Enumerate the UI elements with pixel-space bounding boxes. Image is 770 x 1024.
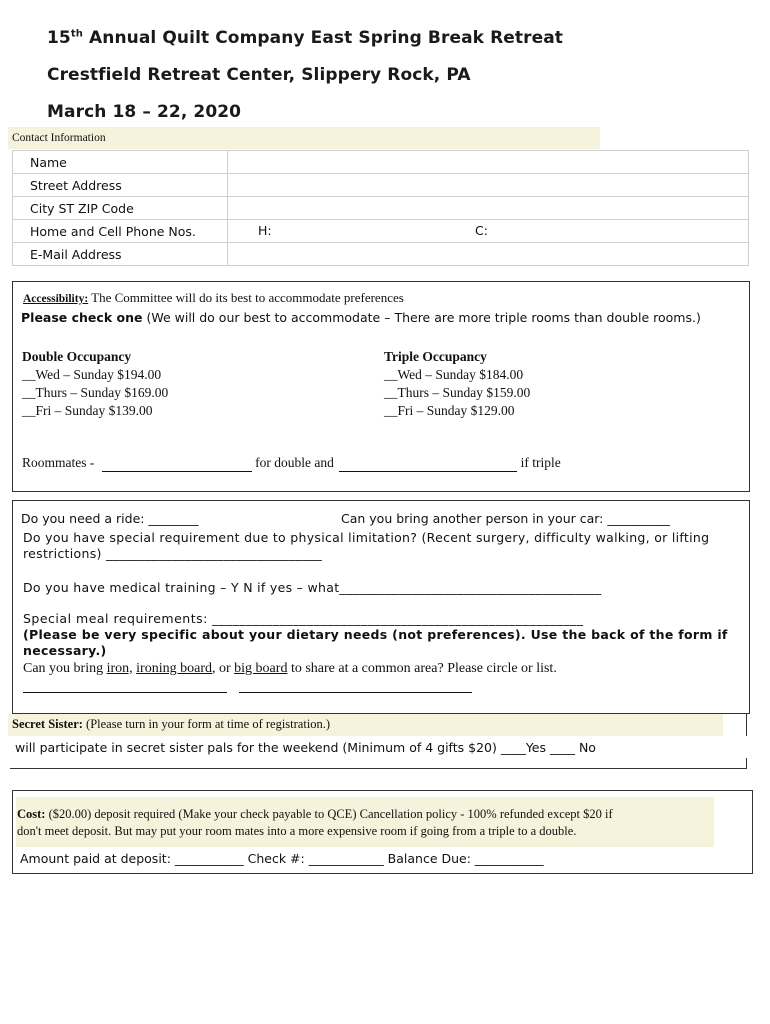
- double-option-fri[interactable]: __Fri – Sunday $139.00: [22, 403, 153, 418]
- triple-option-wed[interactable]: __Wed – Sunday $184.00: [384, 367, 524, 382]
- contact-section-label: Contact Information: [8, 127, 600, 149]
- bring-items-blank-1[interactable]: [23, 692, 227, 693]
- email-label: E-Mail Address: [13, 243, 228, 266]
- name-field[interactable]: [228, 151, 749, 174]
- dietary-note: (Please be very specific about your dietary needs (not preferences). Use the back of the form if necessary.): [23, 627, 728, 658]
- triple-occupancy-group: [384, 348, 530, 420]
- triple-heading: Triple Occupancy: [384, 349, 487, 364]
- needs-box: [12, 500, 750, 714]
- phone-field[interactable]: [228, 220, 749, 243]
- triple-option-thurs[interactable]: __Thurs – Sunday $159.00: [384, 385, 531, 400]
- email-field[interactable]: [228, 243, 749, 266]
- iron-option[interactable]: iron,: [106, 661, 133, 676]
- street-field[interactable]: [228, 174, 749, 197]
- ride-question[interactable]: Do you need a ride: ________: [21, 511, 199, 526]
- double-heading: Double Occupancy: [22, 349, 132, 364]
- medical-training-question[interactable]: Do you have medical training – Y N if yes – what________________________________________: [23, 580, 602, 595]
- roommates-line: Roommates - for double and if triple: [22, 455, 561, 470]
- ironing-board-option[interactable]: ironing board: [136, 661, 212, 676]
- accessibility-intro: [23, 290, 404, 306]
- secret-sister-header: Secret Sister: (Please turn in your form at time of registration.): [12, 717, 331, 731]
- bring-items-question: Can you bring iron, ironing board, or big board to share at a common area? Please circle or list.: [23, 661, 557, 676]
- phone-label: Home and Cell Phone Nos.: [13, 220, 228, 243]
- big-board-option[interactable]: big board: [234, 661, 288, 676]
- roommates-triple-field[interactable]: [339, 455, 517, 472]
- cost-policy: Cost: ($20.00) deposit required (Make your check payable to QCE) Cancellation policy - 100% refunded except $20 if don't meet deposit. But may put your room mates into a more expensive room if going from a triple to a double.: [17, 807, 613, 838]
- accessibility-label: Accessibility:: [23, 293, 89, 305]
- home-phone-label: H:: [258, 223, 272, 238]
- double-occupancy-group: [22, 348, 168, 420]
- double-option-wed[interactable]: __Wed – Sunday $194.00: [22, 367, 162, 382]
- contact-table: [12, 150, 749, 266]
- triple-option-fri[interactable]: __Fri – Sunday $129.00: [384, 403, 515, 418]
- date-line: March 18 – 22, 2020: [47, 102, 242, 122]
- double-option-thurs[interactable]: __Thurs – Sunday $169.00: [22, 385, 169, 400]
- city-field[interactable]: [228, 197, 749, 220]
- city-label: City ST ZIP Code: [13, 197, 228, 220]
- meal-requirements-question[interactable]: Special meal requirements: _______________________________________________________: [23, 611, 584, 626]
- contact-row-email: [13, 243, 749, 266]
- bring-person-question[interactable]: Can you bring another person in your car: __________: [341, 511, 670, 526]
- name-label: Name: [13, 151, 228, 174]
- divider: [746, 714, 747, 736]
- contact-row-name: [13, 151, 749, 174]
- cell-phone-label: C:: [475, 223, 488, 238]
- check-one-line: Please check one (We will do our best to accommodate – There are more triple rooms than double rooms.): [21, 310, 701, 325]
- venue-line: Crestfield Retreat Center, Slippery Rock, PA: [47, 65, 471, 85]
- cost-box: [12, 790, 753, 874]
- contact-row-street: [13, 174, 749, 197]
- roommates-double-field[interactable]: [102, 455, 252, 472]
- payment-line[interactable]: Amount paid at deposit: ___________ Check #: ____________ Balance Due: ___________: [20, 851, 544, 866]
- divider: [10, 768, 747, 769]
- street-label: Street Address: [13, 174, 228, 197]
- secret-sister-participation[interactable]: will participate in secret sister pals for the weekend (Minimum of 4 gifts $20) ____Yes ____ No: [15, 740, 596, 755]
- divider: [746, 758, 747, 769]
- physical-limitation-question[interactable]: Do you have special requirement due to physical limitation? (Recent surgery, difficulty walking, or lifting restrictions) _________________________________: [23, 530, 710, 561]
- retreat-title: 15th Annual Quilt Company East Spring Break Retreat: [47, 28, 564, 48]
- bring-items-blank-2[interactable]: [239, 692, 472, 693]
- accessibility-text: The Committee will do its best to accommodate preferences: [91, 290, 404, 305]
- accessibility-box: [12, 281, 750, 492]
- contact-row-city: [13, 197, 749, 220]
- contact-row-phone: [13, 220, 749, 243]
